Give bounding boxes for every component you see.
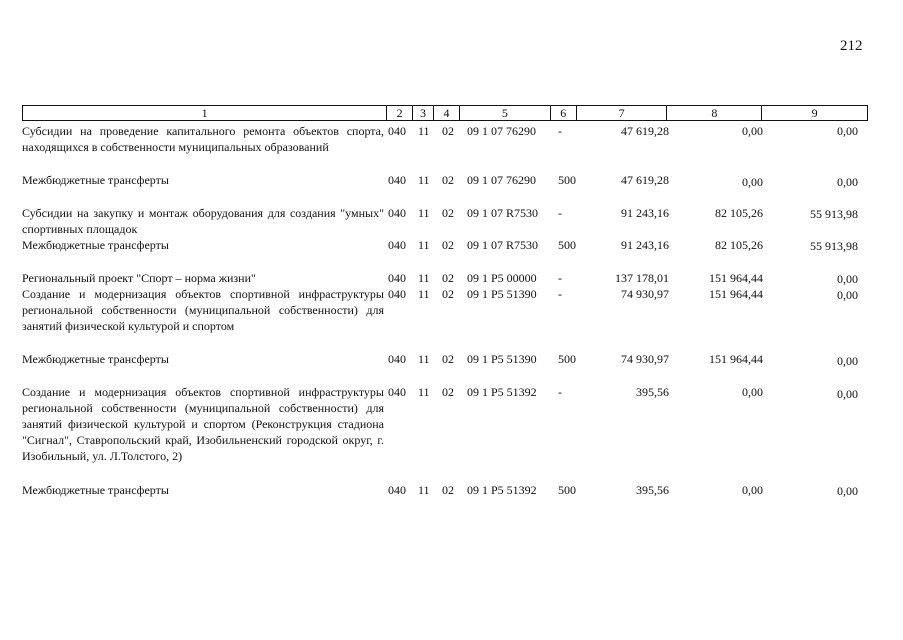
row-amount-3: 55 913,98: [810, 239, 858, 253]
row-section: 11: [418, 206, 430, 220]
row-amount-1: 91 243,16: [621, 206, 669, 220]
row-name: Межбюджетные трансферты: [22, 173, 169, 187]
row-ministry-code: 040: [388, 271, 406, 285]
row-amount-2: 82 105,26: [715, 206, 763, 220]
row-subsection: 02: [442, 385, 454, 399]
row-section: 11: [418, 352, 430, 366]
row-target-article: 09 1 07 76290: [467, 124, 536, 138]
row-amount-3: 0,00: [837, 124, 858, 138]
row-expense-type: -: [558, 206, 562, 220]
header-col-1: 1: [23, 106, 387, 120]
row-expense-type: -: [558, 287, 562, 301]
row-expense-type: 500: [558, 352, 576, 366]
row-subsection: 02: [442, 271, 454, 285]
row-subsection: 02: [442, 483, 454, 497]
row-amount-2: 151 964,44: [709, 271, 763, 285]
row-name: Субсидии на закупку и монтаж оборудования для создания "умных" спортивных площадок: [22, 206, 384, 236]
row-amount-1: 91 243,16: [621, 238, 669, 252]
row-amount-3: 55 913,98: [810, 207, 858, 221]
row-amount-2: 82 105,26: [715, 238, 763, 252]
row-ministry-code: 040: [388, 385, 406, 399]
row-subsection: 02: [442, 238, 454, 252]
row-name: Создание и модернизация объектов спортивной инфраструктуры региональной собственности (муниципальной собственности) для занятий физической культурой и спортом (Реконструкция стадиона "Сигнал", Ставропольский край, Изобильненский городской округ, г. Изобильный, ул. Л.Толстого, 2): [22, 385, 384, 463]
table-header: [22, 105, 868, 121]
row-expense-type: -: [558, 385, 562, 399]
header-col-2: 2: [387, 106, 413, 120]
row-name: Межбюджетные трансферты: [22, 238, 169, 252]
row-amount-1: 47 619,28: [621, 173, 669, 187]
row-ministry-code: 040: [388, 124, 406, 138]
row-amount-1: 47 619,28: [621, 124, 669, 138]
row-amount-3: 0,00: [837, 354, 858, 368]
row-expense-type: 500: [558, 173, 576, 187]
row-target-article: 09 1 P5 51390: [467, 287, 537, 301]
row-expense-type: 500: [558, 483, 576, 497]
row-target-article: 09 1 07 R7530: [467, 206, 539, 220]
row-target-article: 09 1 P5 51392: [467, 483, 537, 497]
header-col-4: 4: [434, 106, 460, 120]
page-number: 212: [840, 38, 863, 54]
row-amount-1: 395,56: [636, 385, 669, 399]
row-expense-type: -: [558, 271, 562, 285]
row-amount-3: 0,00: [837, 175, 858, 189]
row-target-article: 09 1 07 76290: [467, 173, 536, 187]
header-col-6: 6: [551, 106, 577, 120]
row-expense-type: -: [558, 124, 562, 138]
row-section: 11: [418, 483, 430, 497]
row-amount-2: 0,00: [742, 385, 763, 399]
row-amount-1: 395,56: [636, 483, 669, 497]
row-subsection: 02: [442, 352, 454, 366]
row-amount-3: 0,00: [837, 272, 858, 286]
row-ministry-code: 040: [388, 206, 406, 220]
row-subsection: 02: [442, 173, 454, 187]
row-target-article: 09 1 P5 51392: [467, 385, 537, 399]
header-col-9: 9: [811, 106, 818, 120]
row-amount-3: 0,00: [837, 288, 858, 302]
row-ministry-code: 040: [388, 287, 406, 301]
row-amount-2: 0,00: [742, 124, 763, 138]
header-col-7: 7: [577, 106, 668, 120]
row-section: 11: [418, 287, 430, 301]
header-col-5: 5: [460, 106, 551, 120]
row-section: 11: [418, 385, 430, 399]
row-name: Межбюджетные трансферты: [22, 483, 169, 497]
header-col-3: 3: [413, 106, 434, 120]
row-amount-3: 0,00: [837, 387, 858, 401]
row-target-article: 09 1 P5 00000: [467, 271, 537, 285]
row-name: Межбюджетные трансферты: [22, 352, 169, 366]
row-subsection: 02: [442, 124, 454, 138]
row-amount-2: 0,00: [742, 483, 763, 497]
row-amount-1: 74 930,97: [621, 352, 669, 366]
row-section: 11: [418, 238, 430, 252]
row-subsection: 02: [442, 287, 454, 301]
row-name: Создание и модернизация объектов спортивной инфраструктуры региональной собственности (муниципальной собственности) для занятий физической культурой и спортом: [22, 287, 384, 333]
row-ministry-code: 040: [388, 352, 406, 366]
row-ministry-code: 040: [388, 238, 406, 252]
row-target-article: 09 1 07 R7530: [467, 238, 539, 252]
row-expense-type: 500: [558, 238, 576, 252]
row-target-article: 09 1 P5 51390: [467, 352, 537, 366]
row-section: 11: [418, 271, 430, 285]
row-ministry-code: 040: [388, 483, 406, 497]
row-section: 11: [418, 173, 430, 187]
row-amount-1: 137 178,01: [615, 271, 669, 285]
row-name: Региональный проект "Спорт – норма жизни": [22, 271, 256, 285]
row-amount-3: 0,00: [837, 484, 858, 498]
row-amount-2: 0,00: [742, 175, 763, 189]
row-ministry-code: 040: [388, 173, 406, 187]
row-section: 11: [418, 124, 430, 138]
row-subsection: 02: [442, 206, 454, 220]
row-amount-1: 74 930,97: [621, 287, 669, 301]
row-name: Субсидии на проведение капитального ремонта объектов спорта, находящихся в собственности муниципальных образований: [22, 124, 384, 154]
header-col-8: 8: [667, 106, 762, 120]
row-amount-2: 151 964,44: [709, 287, 763, 301]
row-amount-2: 151 964,44: [709, 352, 763, 366]
